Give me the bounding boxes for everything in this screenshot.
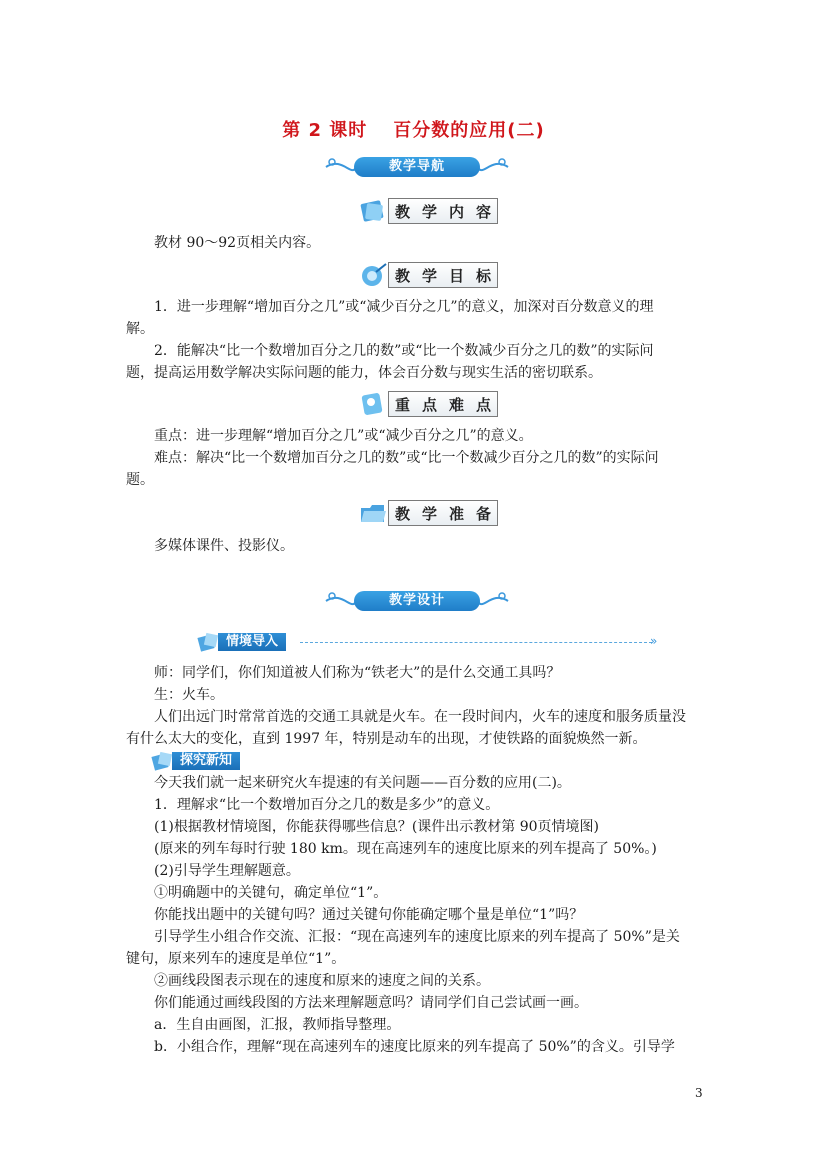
banner-label: 教学设计: [354, 591, 480, 611]
section-char: 备: [475, 504, 491, 523]
explore-line: (1)根据教材情境图，你能获得哪些信息？(课件出示教材第 90页情境图): [154, 819, 600, 835]
intro-line: 人们出远门时常常首选的交通工具就是火车。在一段时间内，火车的速度和服务质量没: [154, 709, 686, 725]
difficult-point-line-1: 难点：解决“比一个数增加百分之几的数”或“比一个数减少百分之几的数”的实际问: [154, 450, 659, 466]
key-point-text: 重点：进一步理解“增加百分之几”或“减少百分之几”的意义。: [154, 428, 533, 444]
section-char: 点: [475, 395, 491, 414]
cube-icon: [150, 750, 174, 772]
goal-1-line-1: 1．进一步理解“增加百分之几”或“减少百分之几”的意义，加深对百分数意义的理: [154, 299, 654, 315]
section-header-keypoints: [358, 389, 498, 417]
section-char: 学: [421, 266, 437, 285]
explore-line: ①明确题中的关键句，确定单位“1”。: [154, 885, 388, 901]
goal-2-line-1: 2．能解决“比一个数增加百分之几的数”或“比一个数减少百分之几的数”的实际问: [154, 343, 654, 359]
section-char: 教: [394, 504, 410, 523]
section-header-goals: [358, 260, 498, 288]
section-char: 准: [448, 504, 464, 523]
explore-line: a．生自由画图，汇报，教师指导整理。: [154, 1017, 401, 1033]
section-char: 教: [394, 202, 410, 221]
arrow-right-icon: »: [650, 634, 658, 648]
content-text: 教材 90～92页相关内容。: [154, 235, 321, 251]
label-text: 情境导入: [218, 633, 286, 651]
difficult-point-line-2: 题。: [126, 472, 154, 488]
explore-line: 引导学生小组合作交流、汇报：“现在高速列车的速度比原来的列车提高了 50%”是关: [154, 929, 680, 945]
prep-text: 多媒体课件、投影仪。: [154, 538, 294, 554]
label-text: 探究新知: [172, 752, 240, 770]
cube-icon: [196, 631, 220, 653]
section-char: 学: [421, 202, 437, 221]
section-char: 容: [475, 202, 491, 221]
target-icon: [358, 262, 388, 288]
explore-line: 你能找出题中的关键句吗？通过关键句你能确定哪个量是单位“1”吗？: [154, 907, 584, 923]
intro-line: 生：火车。: [154, 687, 224, 703]
section-title-box: [388, 262, 498, 288]
banner-label: 教学导航: [354, 157, 480, 177]
section-title-box: [388, 391, 498, 417]
goal-1-line-2: 解。: [126, 321, 154, 337]
page-number: 3: [695, 1086, 703, 1100]
lesson-number: 第 2 课时: [282, 120, 368, 141]
goal-2-line-2: 题，提高运用数学解决实际问题的能力，体会百分数与现实生活的密切联系。: [126, 365, 602, 381]
intro-line: 有什么太大的变化，直到 1997 年，特别是动车的出现，才使铁路的面貌焕然一新。: [126, 731, 647, 747]
section-char: 标: [475, 266, 491, 285]
section-title-box: [388, 500, 498, 526]
lesson-topic: 百分数的应用(二): [393, 120, 545, 141]
section-char: 重: [394, 395, 410, 414]
section-title-box: [388, 198, 498, 224]
explore-line: ②画线段图表示现在的速度和原来的速度之间的关系。: [154, 973, 490, 989]
explore-line: 键句，原来列车的速度是单位“1”。: [126, 951, 346, 967]
explore-line: (原来的列车每时行驶 180 km。现在高速列车的速度比原来的列车提高了 50%。): [154, 841, 657, 857]
section-header-prep: [358, 498, 498, 526]
explore-line: (2)引导学生理解题意。: [154, 863, 300, 879]
banner-teaching-guide: [322, 150, 512, 184]
page-title: [0, 116, 827, 142]
section-char: 教: [394, 266, 410, 285]
section-char: 目: [448, 266, 464, 285]
section-char: 点: [421, 395, 437, 414]
label-scenario-intro: [196, 631, 306, 653]
explore-line: 今天我们就一起来研究火车提速的有关问题——百分数的应用(二)。: [154, 775, 571, 791]
explore-line: 1．理解求“比一个数增加百分之几的数是多少”的意义。: [154, 797, 500, 813]
key-icon: [358, 391, 388, 417]
label-explore: [150, 750, 260, 772]
section-char: 内: [448, 202, 464, 221]
dashed-divider: [300, 642, 652, 643]
book-icon: [358, 198, 388, 224]
section-header-content: [358, 196, 498, 224]
section-char: 难: [448, 395, 464, 414]
banner-teaching-design: [322, 584, 512, 618]
intro-line: 师：同学们，你们知道被人们称为“铁老大”的是什么交通工具吗？: [154, 665, 561, 681]
explore-line: 你们能通过画线段图的方法来理解题意吗？请同学们自己尝试画一画。: [154, 995, 588, 1011]
section-char: 学: [421, 504, 437, 523]
folder-icon: [358, 500, 388, 526]
explore-line: b．小组合作，理解“现在高速列车的速度比原来的列车提高了 50%”的含义。引导学: [154, 1039, 675, 1055]
